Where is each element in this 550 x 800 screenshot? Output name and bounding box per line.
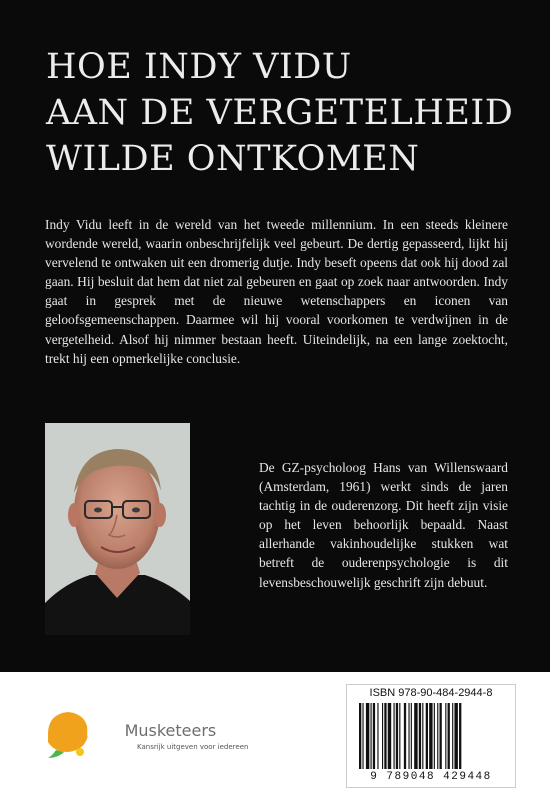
- barcode-bar: [384, 703, 386, 769]
- barcode-bar: [382, 703, 383, 769]
- publisher-name: [86, 721, 216, 740]
- publisher-name-musketeers: Musketeers: [124, 721, 217, 740]
- book-title: [46, 44, 526, 182]
- publisher-logo: [42, 700, 249, 770]
- title-line-2: AAN DE VERGETELHEID: [46, 93, 514, 133]
- barcode-bar: [359, 703, 361, 769]
- publisher-name-free: Free: [86, 724, 121, 740]
- barcode-bar: [371, 703, 372, 769]
- barcode-bar: [419, 703, 421, 769]
- author-portrait-illustration: [45, 423, 190, 635]
- title-line-1: HOE INDY VIDU: [46, 47, 352, 87]
- book-blurb: Indy Vidu leeft in de wereld van het tweede millennium. In een steeds kleinere wordende wereld, waarin onbeschrijfelijk veel gebeurt. De dertig gepasseerd, lijkt hij vervelend te ontwaken uit een dromerig dutje. Indy beseft opeens dat ook hij dood zal gaan. Hij besluit dat hem dat niet zal gebeuren en gaat op zoek naar antwoorden. Indy gaat in gesprek met de nieuwe wetenschappers en iconen van geloofsgemeenschappen. Daarmee wil hij vooral voorkomen te verdwijnen in de vergetelheid. Alsof hij nimmer bestaan heeft. Uiteindelijk, na een lange zoektocht, trekt hij een opmerkelijke conclusie.: [45, 217, 508, 366]
- barcode-bar: [377, 703, 378, 769]
- musketeers-logo-icon: [42, 708, 92, 758]
- barcode-bar: [459, 703, 461, 769]
- isbn-label: ISBN 978-90-484-2944-8: [369, 687, 493, 699]
- barcode-bar: [373, 703, 375, 769]
- barcode-bar: [422, 703, 423, 769]
- barcode-bar: [366, 703, 369, 769]
- barcode-bar: [452, 703, 453, 769]
- barcode-bar: [414, 703, 417, 769]
- author-bio: De GZ-psycholoog Hans van Willenswaard (Amsterdam, 1961) werkt sinds de jaren tachtig in de ouderenzorg. Dit heeft zijn visie op het leven behoorlijk bepaald. Naast allerhande vakinhoudelijke stukken wat betreft de ouderenpsychologie is dit levensbeschouwelijk geschrift zijn debuut.: [259, 460, 508, 590]
- barcode-bar: [434, 703, 435, 769]
- barcode-bar: [440, 703, 442, 769]
- barcode-bar: [399, 703, 400, 769]
- barcode-bar: [362, 703, 363, 769]
- barcode-bar: [394, 703, 395, 769]
- isbn-barcode: [346, 684, 516, 788]
- title-line-3: WILDE ONTKOMEN: [46, 139, 420, 179]
- publisher-tagline: Kansrijk uitgeven voor iedereen: [137, 743, 249, 751]
- barcode-bar: [396, 703, 398, 769]
- barcode-bar: [448, 703, 450, 769]
- barcode-bar: [408, 703, 409, 769]
- author-photo: [45, 423, 190, 635]
- barcode-graphic: [357, 703, 505, 769]
- barcode-bar: [429, 703, 432, 769]
- isbn-digits: 9 789048 429448: [370, 771, 492, 783]
- barcode-bar: [437, 703, 438, 769]
- barcode-bar: [404, 703, 406, 769]
- barcode-bar: [454, 703, 457, 769]
- barcode-bar: [388, 703, 391, 769]
- barcode-bar: [445, 703, 446, 769]
- barcode-bar: [426, 703, 428, 769]
- barcode-bar: [411, 703, 412, 769]
